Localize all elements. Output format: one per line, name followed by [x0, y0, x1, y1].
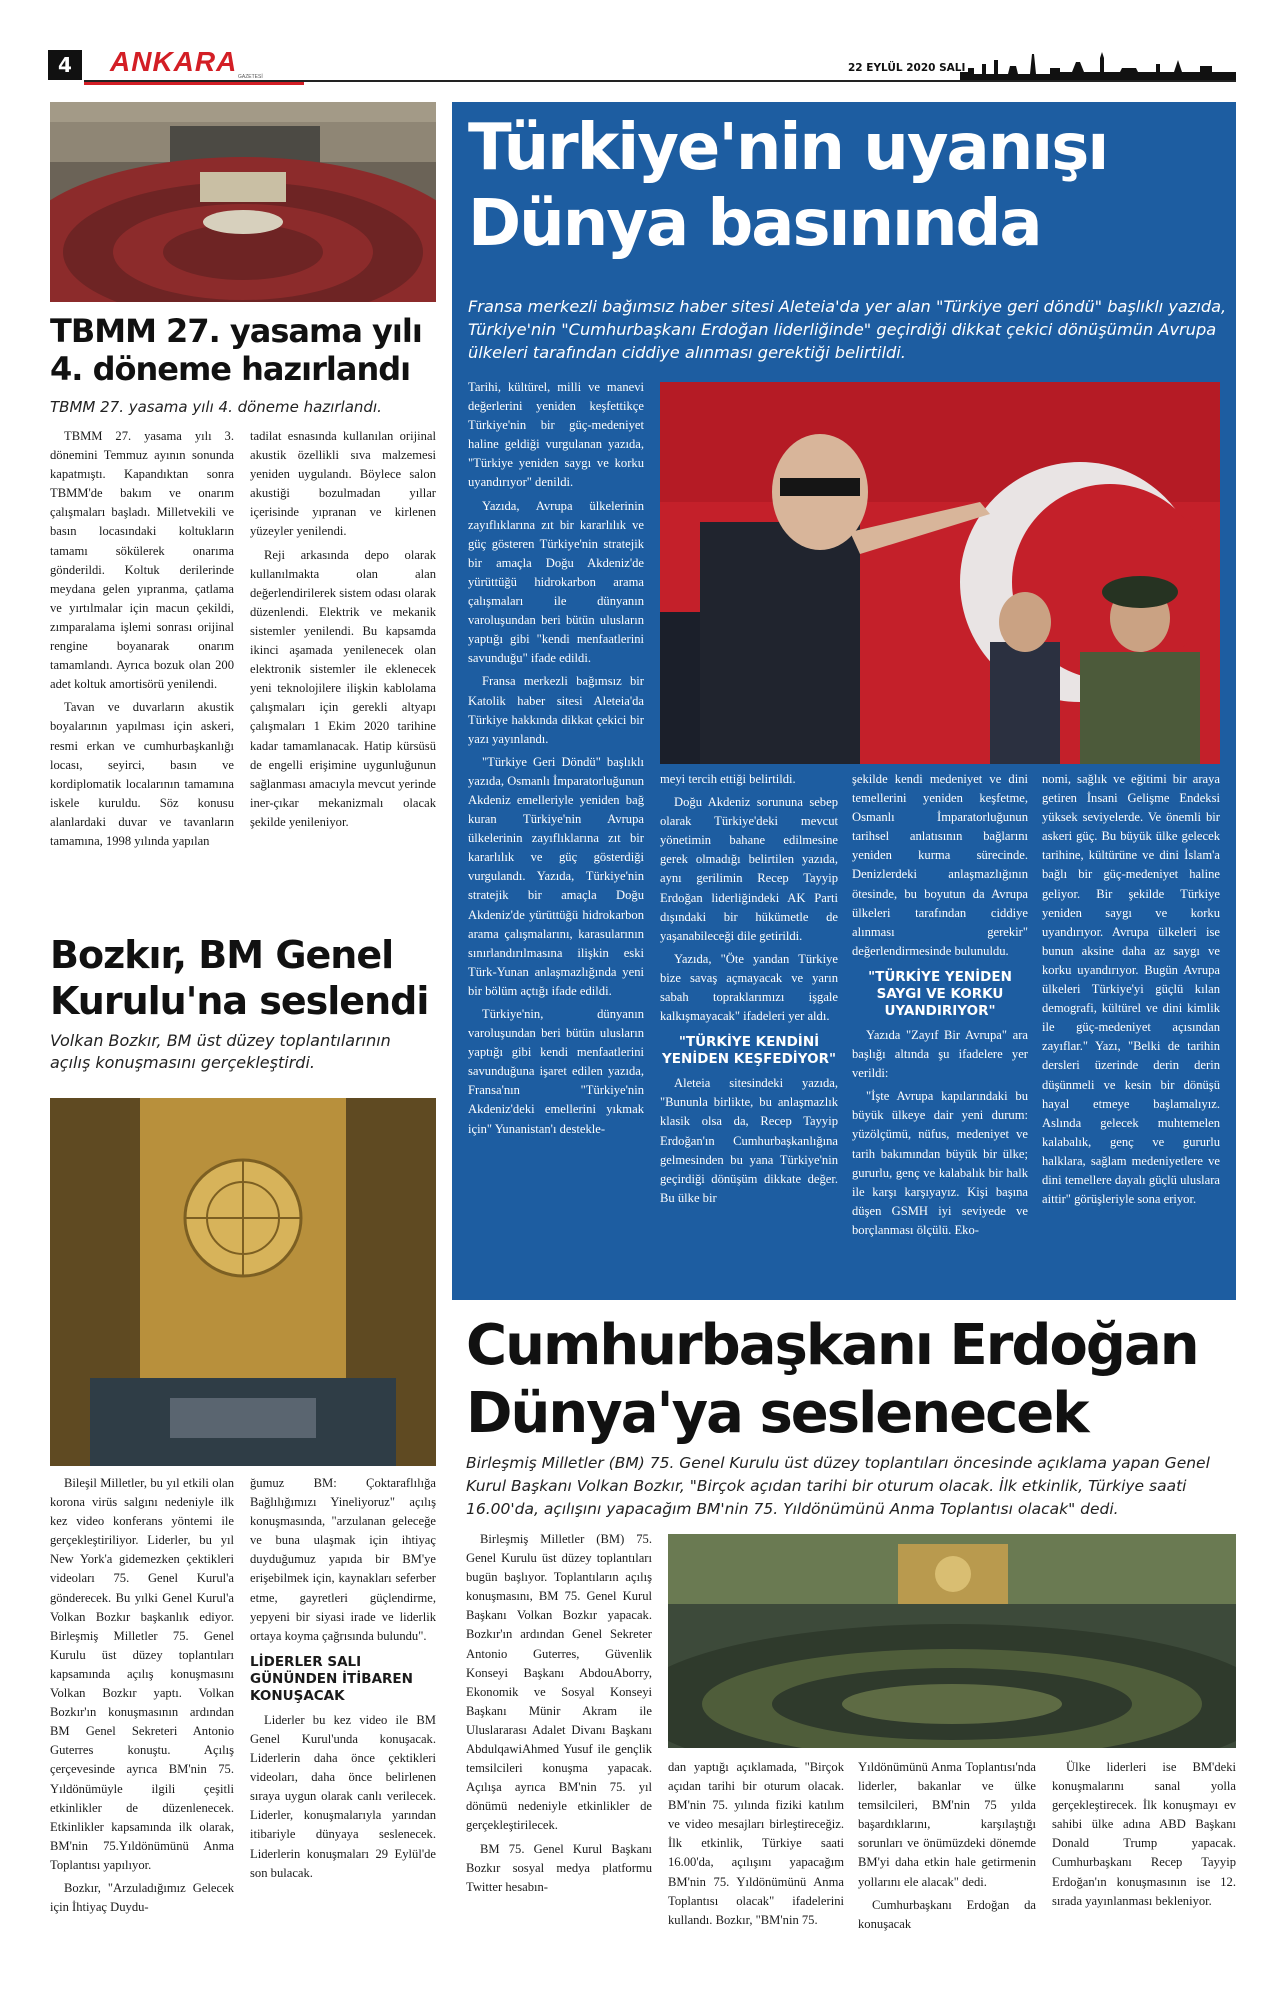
tbmm-paragraph: tadilat esnasında kullanılan orijinal akustik özellikli sıva malzemesi yeniden uygulandı. Böylece salon akustiği bozulmadan yıllar içerisinde yıpranan ve kirlenen yüzeyler yenilendi. [250, 429, 436, 539]
issue-date: 22 EYLÜL 2020 SALI [848, 62, 966, 74]
tbmm-column-2 [250, 427, 436, 899]
erdogan-parade-photo [660, 382, 1220, 764]
erdogan-deck: Birleşmiş Milletler (BM) 75. Genel Kurulu üst düzey toplantıları öncesinde açıklama yapan Genel Kurul Başkanı Volkan Bozkır, "Birçok açıdan tarihi bir oturum olacak. İlk etkinlik, Türkiye saati 16.00'da, açılışını yapacağım BM'nin 75. Yıldönümünü Anma Toplantısı olacak" dedi. [466, 1454, 1210, 1518]
feature-paragraph: Yazıda, Avrupa ülkelerinin zayıflıklarına zıt bir kararlılık ve güç gösteren Türkiye'nin stratejik bir amaçla Doğu Akdeniz'de yürüttüğü hidrokarbon arama çalışmaları ile dünyanın varoluşundan beri bütün ulusların yaptığı gibi "kendi menfaatlerini savunduğu" ifade edildi. [468, 498, 644, 666]
bozkir-column-1 [50, 1474, 234, 1964]
erdogan-column-3 [858, 1758, 1036, 1966]
erdogan-paragraph: dan yaptığı açıklamada, "Birçok açıdan tarihi bir oturum olacak. BM'nin 75. yılında fiziki katılım ve video mesajları birleştireceğiz. İlk etkinlik, Türkiye saati 16.00'da, açılışını yapacağım BM'nin 75. Yıldönümünü Anma Toplantısı olacak" ifadelerini kullandı. Bozkır, "BM'nin 75. [668, 1760, 844, 1927]
tbmm-deck: TBMM 27. yasama yılı 4. döneme hazırlandı. [50, 398, 382, 416]
feature-subhead-1: "TÜRKİYE KENDİNİ YENİDEN KEŞFEDİYOR" [661, 1034, 837, 1068]
tbmm-photo [50, 102, 436, 302]
bozkir-paragraph: Bozkır, "Arzuladığımız Gelecek için İhtiyaç Duydu- [50, 1880, 234, 1915]
bozkir-column-2 [250, 1474, 436, 1964]
feature-headline [468, 110, 1228, 262]
bozkir-deck: Volkan Bozkır, BM üst düzey toplantılarının açılış konuşmasını gerçekleştirdi. [50, 1031, 391, 1072]
erdogan-paragraph: BM 75. Genel Kurul Başkanı Bozkır sosyal medya platformu Twitter hesabın- [466, 1841, 652, 1894]
feature-paragraph: Doğu Akdeniz sorununa sebep olarak Türkiye'deki mevcut yönetimin bahane edilmesine gerek olmadığı belirtilen yazıda, aynı gerilimin Recep Tayyip Erdoğan liderliğindeki AK Parti dışındaki bir hükümetle de yaşanabileceği dile getirildi. [660, 795, 838, 943]
newspaper-logo: ANKARA [110, 46, 238, 77]
tbmm-headline-line1: TBMM 27. yasama yılı [50, 312, 422, 350]
erdogan-headline [466, 1312, 1236, 1448]
tbmm-headline [50, 312, 436, 388]
feature-column-3 [852, 770, 1028, 1284]
erdogan-column-2 [668, 1758, 844, 1966]
tbmm-paragraph: TBMM 27. yasama yılı 3. dönemini Temmuz ayının sonunda kapatmıştı. Kapandıktan sonra TBMM'de bakım ve onarım çalışmaları başladı. Milletvekili ve basın locasındaki koltukların tamamı sökülerek onarıma gönderildi. Koltuk derilerinde meydana gelen yıpranma, çatlama ve yırtılmalar için macun çekildi, zımparalama işlemi sonrası orijinal rengine boyanarak onarım tamamlandı. Ayrıca bozuk olan 200 adet koltuk amortisörü yenilendi. [50, 429, 234, 692]
erdogan-headline-line1: Cumhurbaşkanı Erdoğan [466, 1313, 1198, 1378]
bozkir-headline [50, 932, 436, 1024]
feature-paragraph: Yazıda, "Öte yandan Türkiye bize savaş açmayacak ve yarın sabah topraklarımızı işgale kalkışmayacak" ifadeleri yer aldı. [660, 951, 838, 1024]
feature-headline-line2: Dünya basınında [468, 187, 1041, 261]
feature-column-1 [468, 378, 644, 1284]
erdogan-paragraph: Birleşmiş Milletler (BM) 75. Genel Kurulu üst düzey toplantıları bugün başlıyor. Toplantıların açılış konuşmasını, BM 75. Genel Kurul Başkanı Volkan Bozkır yapacak. Bozkır'ın ardından Genel Sekreter Antonio Guterres, Güvenlik Konseyi Başkanı AbdouAborry, Ekonomik ve Sosyal Konseyi Başkanı Münir Akram ile Uluslararası Adalet Divanı Başkanı AbdulqawiAhmed Yusuf ile gençlik temsilcileri konuşma yapacak. Açılışa ayrıca BM'nin 75. yıl dönümü nedeniyle etkinlikler de gerçekleştirilecek. [466, 1532, 652, 1833]
header-rule-red [84, 82, 304, 85]
feature-paragraph: meyi tercih ettiği belirtildi. [660, 772, 796, 786]
feature-deck: Fransa merkezli bağımsız haber sitesi Aleteia'da yer alan "Türkiye geri döndü" başlıklı yazıda, Türkiye'nin "Cumhurbaşkanı Erdoğan liderliğinde" geçirdiği dikkat çekici dönüşümün Avrupa ülkeleri tarafından ciddiye alınması gerektiği belirtildi. [468, 297, 1227, 362]
erdogan-column-4 [1052, 1758, 1236, 1966]
feature-subhead-2: "TÜRKİYE YENİDEN SAYGI VE KORKU UYANDIRIYOR" [868, 968, 1012, 1019]
erdogan-headline-line2: Dünya'ya seslenecek [466, 1381, 1088, 1446]
feature-paragraph: "Türkiye Geri Döndü" başlıklı yazıda, Osmanlı İmparatorluğunun Akdeniz emelleriyle yeniden bağ kuran Türkiye'nin Avrupa ülkelerinin zayıflıklarına zıt bir kararlılık ve güç gösterdiği vurgulandı. Yazıda, Türkiye'nin stratejik bir amaçla Doğu Akdeniz'de yürüttüğü hidrokarbon arama çalışmalarını, karasularının sınırlandırılmasına ilişkin eski Türk-Yunan anlaşmazlığında yeni bir bölüm açtığı ifade edildi. [468, 754, 644, 998]
erdogan-paragraph: Ülke liderleri ise BM'deki konuşmalarını sanal yolla gerçekleştirecek. İlk konuşmayı ev sahibi ülke adına ABD Başkanı Donald Trump yapacak. Cumhurbaşkanı Recep Tayyip Erdoğan'ın konuşmasının ise 12. sırada yayınlanması bekleniyor. [1052, 1760, 1236, 1908]
tbmm-paragraph: Reji arkasında depo olarak kullanılmakta olan alan değerlendirilerek sistem odası olarak düzenlendi. Elektrik ve mekanik sistemler yenilendi. Bu kapsamda ikinci aşamada yenilenecek olan elektronik sistemler ile eklenecek yeni teknolojilere ilişkin kablolama çalışmaları için gerekli altyapı çalışmaları 1 Ekim 2020 tarihine kadar tamamlanacak. Hatip kürsüsü de engelli erişimine uygunluğunun sağlanması amacıyla mevcut yerinde iner-çıkar mekanizmalı olacak şekilde yenileniyor. [250, 547, 436, 829]
feature-paragraph: "İşte Avrupa kapılarındaki bu büyük ülkeye dair yeni durum: yüzölçümü, nüfus, medeniyet ve tarih bakımından büyük bir ülke; gururlu, genç ve kalabalık bir halk ile karşı karşıyayız. Kişi başına düşen GSMH iyi seviyede ve borçlanması ölçülü. Eko- [852, 1089, 1028, 1237]
feature-paragraph: Aleteia sitesindeki yazıda, "Bununla birlikte, bu anlaşmazlık klasik olsa da, Recep Tayyip Erdoğan'ın Cumhurbaşkanlığına gelmesinden bu yana Türkiye'nin geçirdiği dönüşüm dikkate değer. Bu ülke bir [660, 1076, 838, 1205]
feature-paragraph: Fransa merkezli bağımsız bir Katolik haber sitesi Aleteia'da Türkiye hakkında dikkat çekici bir yazı yayınlandı. [468, 674, 644, 746]
page-header [48, 46, 1236, 86]
bozkir-paragraph: ğumuz BM: Çoktaraflılığa Bağlılığımızı Yineliyoruz" açılış konuşmasında, "arzulanan geleceğe ve buna ulaşmak için ihtiyaç duyduğumuz yapıda bir BM'ye erişebilmek için, kaynakları seferber etme, gayretleri güçlendirme, yepyeni bir siyasi irade ve liderlik ortaya koyma çağrısında bulundu". [250, 1476, 436, 1643]
feature-paragraph: nomi, sağlık ve eğitimi bir araya getiren İnsani Gelişme Endeksi yüksek seviyelerde. Ve önemli bir askeri güç. Bu büyük ülke gelecek tarihine, kültürüne ve dini İslam'a bağlı bir güç-medeniyet haline geliyor. Bir şekilde Türkiye yeniden saygı ve korku uyandırıyor. Avrupa ülkeleri ise bunun aksine daha az saygı ve korku uyandırıyor. Bugün Avrupa ülkeleri Türkiye'yi güçlü kılan demografi, kültürel ve dini kimlik ile güç-medeniyet açısından zayıflar." Yazı, "Belki de tarihin dersleri üzerinde derin derin düşünmeli ve kesin bir dönüşü hayal etmeye başlamalıyız. Aslında gelecek muhtemelen kalabalık, genç ve gururlu halklara, sağlam medeniyetlere ve dini temellere dayalı güçlü uluslara aittir" görüşleriyle sona eriyor. [1042, 772, 1220, 1207]
feature-paragraph: şekilde kendi medeniyet ve dini temellerini yeniden keşfetme, Osmanlı İmparatorluğunun tarihsel anlatısının bağlarını yeniden kurma sürecinde. Denizlerdeki anlaşmazlığının ötesinde, bu boyutun da Avrupa ülkeleri tarafından ciddiye alınması gerekir" değerlendirmesinde bulunuldu. [852, 772, 1028, 958]
un-assembly-hall-photo [668, 1534, 1236, 1748]
feature-paragraph: Türkiye'nin, dünyanın varoluşundan beri bütün ulusların yaptığı gibi kendi menfaatlerini savunduğuna işaret edilen yazıda, Fransa'nın "Türkiye'nin Akdeniz'deki emellerini yıkmak için" Yunanistan'ı destekle- [468, 1007, 644, 1136]
feature-column-4 [1042, 770, 1220, 1284]
page-number: 4 [48, 50, 82, 80]
bozkir-paragraph: Bileşil Milletler, bu yıl etkili olan korona virüs salgını nedeniyle ilk kez video konferans yöntemi ile gerçekleştiriliyor. Liderler, bu yıl New York'a gidemezken çektikleri videoları 75. Genel Kurul'a gönderecek. Bu yılki Genel Kurul'a Volkan Bozkır başkanlık ediyor. Birleşmiş Milletler 75. Genel Kurulu üst düzey toplantıları kapsamında açılış konuşmasını Volkan Bozkır yaptı. Volkan Bozkır'ın konuşmasının ardından BM Genel Sekreteri Antonio Guterres konuştu. Açılış çerçevesinde ayrıca BM'nin 75. Yıldönümüyle ilgili çeşitli etkinlikler de düzenlenecek. Etkinlikler kapsamında ilk olarak, BM'nin 75.Yıldönümünü Anma Toplantısı yapılıyor. [50, 1476, 234, 1872]
city-skyline-icon [960, 50, 1236, 80]
feature-paragraph: Tarihi, kültürel, milli ve manevi değerlerini yeniden keşfettikçe Türkiye'nin bir güç-medeniyet haline geldiği vurgulanan yazıda, "Türkiye yeniden saygı ve korku uyandırıyor" denildi. [468, 380, 644, 490]
erdogan-paragraph: Cumhurbaşkanı Erdoğan da konuşacak [858, 1897, 1036, 1931]
erdogan-column-1 [466, 1530, 652, 1966]
bozkir-headline-line2: Kurulu'na seslendi [50, 979, 429, 1023]
bozkir-headline-line1: Bozkır, BM Genel [50, 933, 394, 977]
erdogan-paragraph: Yıldönümünü Anma Toplantısı'nda liderler, bakanlar ve ülke temsilcileri, BM'nin 75 yılda başardıklarını, karşılaştığı sorunları ve önümüzdeki dönemde BM'yi daha etkin hale getirmenin yollarını ele alacak" dedi. [858, 1760, 1036, 1889]
un-general-assembly-photo [50, 1098, 436, 1466]
tbmm-headline-line2: 4. döneme hazırlandı [50, 350, 411, 388]
feature-paragraph: Yazıda "Zayıf Bir Avrupa" ara başlığı altında şu ifadelere yer verildi: [852, 1027, 1028, 1081]
tbmm-paragraph: Tavan ve duvarların akustik boyalarının yapılması için askeri, resmi erkan ve cumhurbaşkanlığı locası, seyirci, basın ve kordiplomatik localarının tamamına iskele kuruldu. Söz konusu alanlardaki duvar ve tavanların tamamına, 1998 yılında yapılan [50, 700, 234, 848]
bozkir-subhead: LİDERLER SALI GÜNÜNDEN İTİBAREN KONUŞACAK [250, 1653, 413, 1704]
tbmm-column-1 [50, 427, 234, 899]
feature-column-2 [660, 770, 838, 1284]
bozkir-paragraph: Liderler bu kez video ile BM Genel Kurul'unda konuşacak. Liderlerin daha önce çektikleri videoları, daha önce belirlenen sıraya uygun olarak canlı verilecek. Liderler, konuşmalarıyla yarından itibariyle dünyaya seslenecek. Liderlerin konuşmaları 29 Eylül'de son bulacak. [250, 1712, 436, 1880]
newspaper-logo-sub: GAZETESİ [238, 74, 263, 80]
feature-headline-line1: Türkiye'nin uyanışı [468, 111, 1108, 185]
